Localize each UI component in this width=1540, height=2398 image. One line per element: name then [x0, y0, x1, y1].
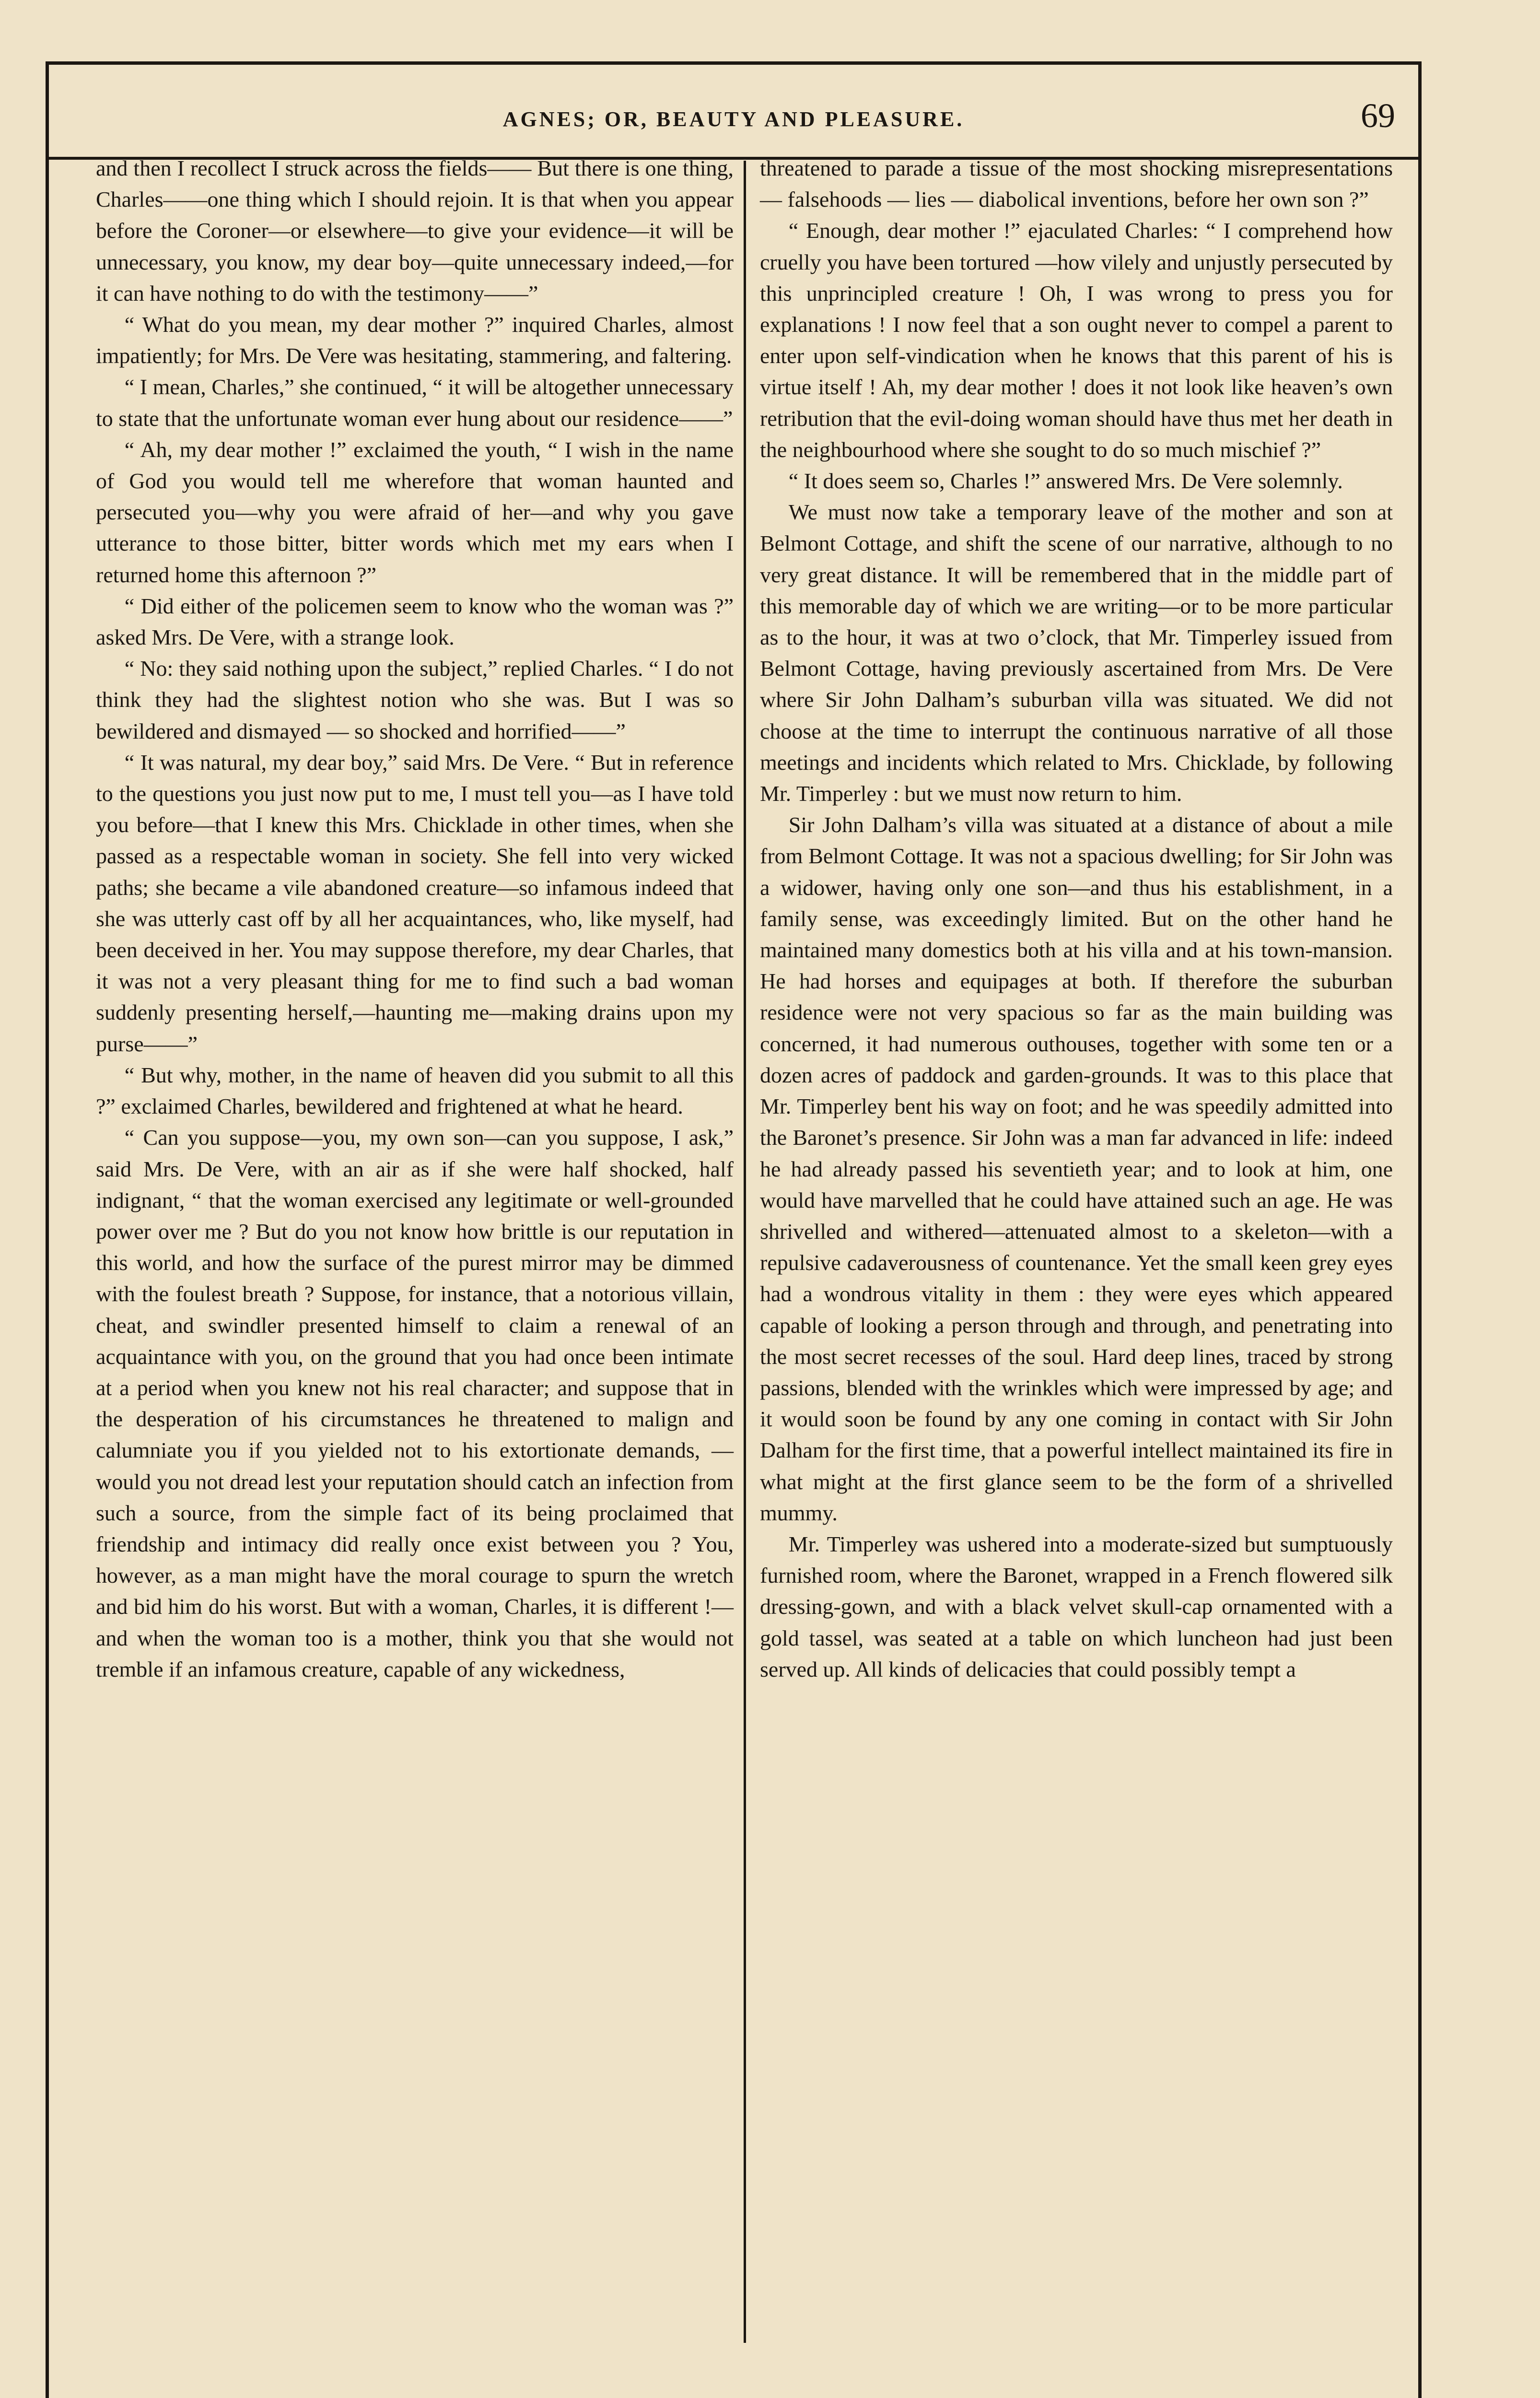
paragraph: “ It does seem so, Charles !” answered Mrs. De Vere solemnly. [788, 469, 1343, 494]
page-number: 69 [1361, 96, 1395, 135]
right-column [760, 153, 1393, 1685]
paragraph: “ Can you suppose—you, my own son—can you suppose, I ask,” said Mrs. De Vere, with an air as if she were half shocked, half indignant, “ that the woman exercised any legitimate or well-grounded power over me ? But do you not know how brittle is our reputation in this world, and how the surface of the purest mirror may be dimmed with the foulest breath ? Suppose, for instance, that a notorious villain, cheat, and swindler presented himself to claim a renewal of an acquaintance with you, on the ground that you had once been intimate at a period when you knew not his real character; and suppose that in the desperation of his circumstances he threatened to malign and calumniate you if you yielded not to his extortionate demands, — would you not dread lest your reputation should catch an infection from such a source, from the simple fact of its being proclaimed that friendship and intimacy did really once exist between you ? You, however, as a man might have the moral courage to spurn the wretch and bid him do his worst. But with a woman, Charles, it is different !—and when the woman too is a mother, think you that she would not tremble if an infamous creature, capable of any wickedness, [96, 1125, 734, 1681]
paragraph: “ Enough, dear mother !” ejaculated Charles: “ I comprehend how cruelly you have been tortured —how vilely and unjustly persecuted by this unprincipled creature ! Oh, I was wrong to press you for explanations ! I now feel that a son ought never to compel a parent to enter upon self-vindication when he knows that this parent of his is virtue itself ! Ah, my dear mother ! does it not look like heaven’s own retribution that the evil-doing woman should have thus met her death in the neighbourhood where she sought to do so much mischief ?” [760, 218, 1393, 462]
paragraph: We must now take a temporary leave of the mother and son at Belmont Cottage, and shift the scene of our narrative, although to no very great distance. It will be remembered that in the middle part of this memorable day of which we are writing—or to be more particular as to the hour, it was at two o’clock, that Mr. Timperley issued from Belmont Cottage, having previously ascertained from Mrs. De Vere where Sir John Dalham’s suburban villa was situated. We did not choose at the time to interrupt the continuous narrative of all those meetings and incidents which related to Mrs. Chicklade, by following Mr. Timperley : but we must now return to him. [760, 500, 1393, 806]
paragraph: “ Did either of the policemen seem to know who the woman was ?” asked Mrs. De Vere, with a strange look. [96, 593, 734, 650]
paragraph: threatened to parade a tissue of the most shocking misrepresentations — falsehoods — lies — diabolical inventions, before her own son ?” [760, 156, 1393, 212]
running-title: AGNES; OR, BEAUTY AND PLEASURE. [502, 107, 965, 131]
page-header [46, 61, 1422, 160]
paragraph: “ But why, mother, in the name of heaven did you submit to all this ?” exclaimed Charles, bewildered and frightened at what he heard. [96, 1062, 734, 1119]
paragraph: “ I mean, Charles,” she continued, “ it will be altogether unnecessary to state that the unfortunate woman ever hung about our residence——” [96, 375, 734, 431]
paragraph: “ Ah, my dear mother !” exclaimed the youth, “ I wish in the name of God you would tell me wherefore that woman haunted and persecuted you—why you were afraid of her—and why you gave utterance to those bitter, bitter words which met my ears when I returned home this afternoon ?” [96, 437, 734, 587]
paragraph: “ What do you mean, my dear mother ?” inquired Charles, almost impatiently; for Mrs. De Vere was hesitating, stammering, and faltering. [96, 312, 734, 368]
paragraph: “ No: they said nothing upon the subject,” replied Charles. “ I do not think they had the slightest notion who she was. But I was so bewildered and dismayed — so shocked and horrified——” [96, 656, 734, 743]
left-column [96, 153, 734, 1685]
paragraph: Mr. Timperley was ushered into a moderate-sized but sumptuously furnished room, where the Baronet, wrapped in a French flowered silk dressing-gown, and with a black velvet skull-cap ornamented with a gold tassel, was seated at a table on which luncheon had just been served up. All kinds of delicacies that could possibly tempt a [760, 1531, 1393, 1681]
paragraph: and then I recollect I struck across the fields—— But there is one thing, Charles——one thing which I should rejoin. It is that when you appear before the Coroner—or elsewhere—to give your evidence—it will be unnecessary, you know, my dear boy—quite unnecessary indeed,—for it can have nothing to do with the testimony——” [96, 156, 734, 306]
paragraph: Sir John Dalham’s villa was situated at a distance of about a mile from Belmont Cottage. It was not a spacious dwelling; for Sir John was a widower, having only one son—and thus his establishment, in a family sense, was exceedingly limited. But on the other hand he maintained many domestics both at his villa and at his town-mansion. He had horses and equipages at both. If therefore the suburban residence were not very spacious so far as the main building was concerned, it had numerous outhouses, together with some ten or a dozen acres of paddock and garden-grounds. It was to this place that Mr. Timperley bent his way on foot; and he was speedily admitted into the Baronet’s presence. Sir John was a man far advanced in life: indeed he had already passed his seventieth year; and to look at him, one would have marvelled that he could have attained such an age. He was shrivelled and withered—attenuated almost to a skeleton—with a repulsive cadaverousness of countenance. Yet the small keen grey eyes had a wondrous vitality in them : they were eyes which appeared capable of looking a person through and through, and penetrating into the most secret recesses of the soul. Hard deep lines, traced by strong passions, blended with the wrinkles which were impressed by age; and it would soon be found by any one coming in contact with Sir John Dalham for the first time, that a powerful intellect maintained its fire in what might at the first glance seem to be the form of a shrivelled mummy. [760, 812, 1393, 1525]
paragraph: “ It was natural, my dear boy,” said Mrs. De Vere. “ But in reference to the questions you just now put to me, I must tell you—as I have told you before—that I knew this Mrs. Chicklade in other times, when she passed as a respectable woman in society. She fell into very wicked paths; she became a vile abandoned creature—so infamous indeed that she was utterly cast off by all her acquaintances, who, like myself, had been deceived in her. You may suppose therefore, my dear Charles, that it was not a very pleasant thing for me to find such a bad woman suddenly presenting herself,—haunting me—making drains upon my purse——” [96, 750, 734, 1056]
column-divider [744, 161, 746, 2343]
